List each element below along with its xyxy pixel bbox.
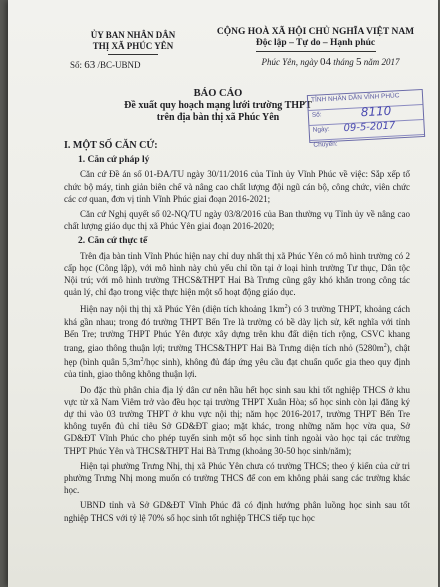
date-prefix: Phúc Yên, ngày [261,57,318,67]
stamp-line-1: TỈNH NHÂN DÂN VĨNH PHÚC [308,90,423,111]
stamp-line-4: Chuyển: [313,140,338,149]
date-month-label: tháng [333,57,354,67]
stamp-date-handwritten: 09-5-2017 [343,120,396,135]
subject-line-1: Đề xuất quy hoạch mạng lưới trường THPT [124,100,312,111]
paragraph: Căn cứ Nghị quyết số 02-NQ/TU ngày 03/8/2016 của Ban thường vụ Tỉnh ủy về nâng cao chất lượng giáo dục thị xã Phúc Yên giai đoạn 2016-2020; [64,209,410,232]
doc-number-value: 63 [84,59,96,71]
paragraph-part: Hiện nay nội thị thị xã Phúc Yên (diện tích khoảng 1km [80,304,285,315]
superscript: 2 [383,343,387,350]
paragraph-part: ), chật hẹp (bình quân 5,3m [64,343,410,368]
divider [256,51,376,52]
paragraph: Do đặc thù phân chia địa lý dân cư nên hầu hết học sinh sau khi tốt nghiệp THCS ở khu vực từ xã Nam Viêm trở vào đều học tại trường THPT Xuân Hòa; số học sinh còn lại đăng ký dự thi vào 03 trường THPT ở khu vực nội thị; năm học 2016-2017, trường THPT Bến Tre không tuyển đủ chỉ tiêu Sở GD&ĐT giao; mặt khác, trong những năm học vừa qua, Sở GD&ĐT Vĩnh Phúc cho phép tuyển sinh một số học sinh tỉnh ngoài vào học tại các trường THPT Phúc Yên và THCS&THPT Hai Bà Trưng (khoảng 30-50 học sinh/năm); [64,384,410,456]
superscript: 2 [140,357,144,364]
paragraph: Trên địa bàn tỉnh Vĩnh Phúc hiện nay chỉ duy nhất thị xã Phúc Yên có mô hình trường có 2 cấp học (Công lập), với mô hình này chủ yếu chỉ tồn tại ở loại hình trường Tư thục, Dân tộc Nội trú; với mô hình trường THCS&THPT Hai Bà Trưng cũng gây khó khăn trong công tác quản lý, chỉ đạo trong việc thực hiện một số hoạt động giáo dục. [64,250,410,298]
divider [108,54,158,55]
subject-line-2: trên địa bàn thị xã Phúc Yên [156,112,280,123]
document-page [8,0,438,587]
document-body [64,140,410,527]
date-year: năm 2017 [363,57,400,67]
nation-name: CỘNG HOÀ XÃ HỘI CHỦ NGHĨA VIỆT NAM [216,27,415,37]
national-motto: Độc lập – Tự do – Hạnh phúc [255,38,376,48]
agency-line-1: ỦY BAN NHÂN DÂN [90,30,176,40]
issue-date [208,57,423,68]
paragraph-part: ) có 3 trường THPT, khoảng cách khá gần nhau; trong đó trường THPT Bến Tre là trường có bề dày lịch sử, kết nghĩa với tỉnh Bến Tre; trường THPT Phúc Yên được xây dựng trên khu đất diện tích rộng, CSVC khang trang, giao thông thuận lợi; trường THCS&THPT Hai Bà Trưng diện tích nhỏ (5280m [64,304,410,354]
stamp-number-label: Số: [311,111,322,119]
national-header [208,27,423,68]
doc-number-suffix: /BC-UBND [97,60,141,70]
subsection-heading: 2. Căn cứ thực tế [78,236,148,247]
paragraph: UBND tỉnh và Sở GD&ĐT Vĩnh Phúc đã có định hướng phân luồng học sinh sau tốt nghiệp THCS với tỷ lệ 70% số học sinh tốt nghiệp THCS tiếp tục học [64,500,410,523]
doc-number-prefix: Số: [70,60,83,70]
received-stamp [307,89,425,149]
subsection-heading: 1. Căn cứ pháp lý [78,155,150,166]
paragraph-part: /học sinh), không đủ đáp ứng yêu cầu đạt chuẩn quốc gia theo quy định của tỉnh, giao thông không thuận lợi. [64,357,410,380]
paragraph: Hiện tại phường Trưng Nhị, thị xã Phúc Yên chưa có trường THCS; theo ý kiến của cử tri phường Trưng Nhị mong muốn có trường THCS để con em không phải sang các trường khác học. [64,460,410,496]
paragraph: Căn cứ Đề án số 01-ĐA/TU ngày 30/11/2016 của Tỉnh ủy Vĩnh Phúc về việc: Sắp xếp tổ chức bộ máy, tinh giản biên chế và nâng cao chất lượng đội ngũ cán bộ, công chức, viên chức các cơ quan, đơn vị tỉnh Vĩnh Phúc giai đoạn 2016-2021; [64,169,410,204]
stamp-number-handwritten: 8110 [360,103,392,120]
doc-type: BÁO CÁO [193,88,243,99]
stamp-date-label: Ngày: [312,125,330,134]
paragraph [64,301,410,380]
date-day: 04 [319,56,331,68]
date-month: 5 [356,56,362,68]
issuing-agency [68,30,198,71]
section-heading: I. MỘT SỐ CĂN CỨ: [64,140,158,151]
document-number [68,60,198,71]
agency-line-2: THỊ XÃ PHÚC YÊN [92,41,174,51]
superscript: 2 [284,304,288,311]
